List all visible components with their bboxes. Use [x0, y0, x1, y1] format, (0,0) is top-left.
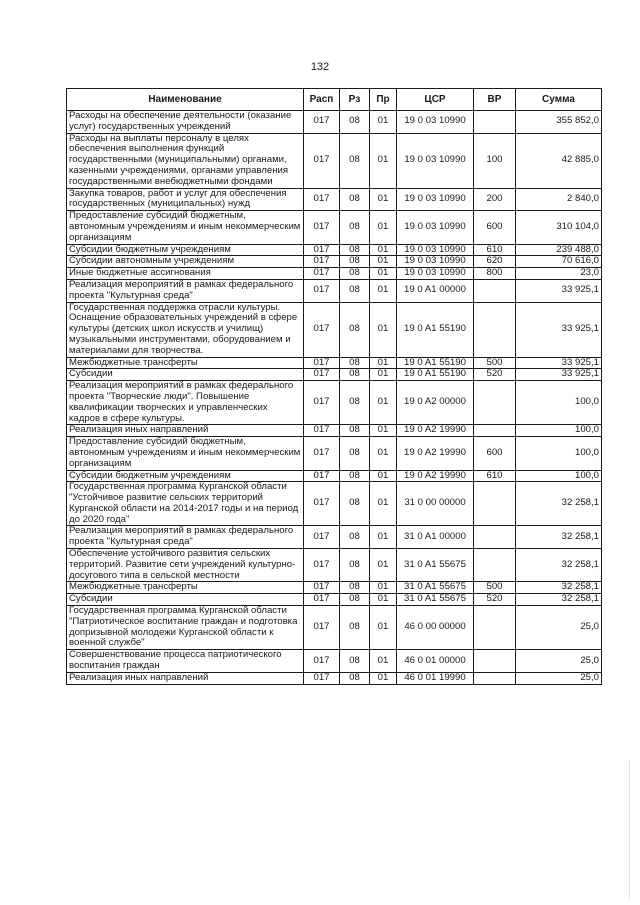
cell-rz: 08	[340, 606, 370, 650]
cell-name: Расходы на выплаты персоналу в целях обеспечения выполнения функций государственными (муниципальными) органами, казенными учреждениями, органами управления государственными внебюджетными фондами	[67, 133, 304, 188]
cell-vr	[474, 302, 516, 357]
cell-rasp: 017	[304, 582, 340, 594]
cell-vr	[474, 549, 516, 582]
cell-rz: 08	[340, 549, 370, 582]
cell-vr: 520	[474, 369, 516, 381]
cell-sum: 100,0	[516, 425, 602, 437]
cell-pr: 01	[370, 606, 397, 650]
cell-pr: 01	[370, 302, 397, 357]
cell-csr: 19 0 03 10990	[397, 111, 474, 134]
cell-pr: 01	[370, 268, 397, 280]
cell-sum: 100,0	[516, 381, 602, 425]
cell-name: Субсидии	[67, 369, 304, 381]
cell-rz: 08	[340, 369, 370, 381]
cell-name: Субсидии бюджетным учреждениям	[67, 244, 304, 256]
cell-rz: 08	[340, 188, 370, 211]
table-row	[67, 381, 602, 425]
header-name: Наименование	[67, 89, 304, 111]
cell-pr: 01	[370, 211, 397, 244]
table-row	[67, 188, 602, 211]
cell-csr: 19 0 03 10990	[397, 268, 474, 280]
cell-vr: 520	[474, 594, 516, 606]
cell-rasp: 017	[304, 650, 340, 673]
header-rz: Рз	[340, 89, 370, 111]
cell-csr: 19 0 A1 55190	[397, 357, 474, 369]
cell-rasp: 017	[304, 526, 340, 549]
cell-sum: 25,0	[516, 650, 602, 673]
table-row	[67, 279, 602, 302]
cell-sum: 33 925,1	[516, 357, 602, 369]
cell-rasp: 017	[304, 369, 340, 381]
cell-rasp: 017	[304, 188, 340, 211]
cell-sum: 70 616,0	[516, 256, 602, 268]
cell-rasp: 017	[304, 268, 340, 280]
cell-vr: 500	[474, 357, 516, 369]
cell-sum: 33 925,1	[516, 279, 602, 302]
table-row	[67, 470, 602, 482]
table-row	[67, 482, 602, 526]
cell-csr: 31 0 A1 55675	[397, 582, 474, 594]
cell-csr: 19 0 03 10990	[397, 256, 474, 268]
cell-rasp: 017	[304, 425, 340, 437]
table-row	[67, 369, 602, 381]
cell-csr: 31 0 A1 55675	[397, 594, 474, 606]
cell-name: Субсидии автономным учреждениям	[67, 256, 304, 268]
table-row	[67, 606, 602, 650]
cell-name: Иные бюджетные ассигнования	[67, 268, 304, 280]
cell-csr: 19 0 A2 00000	[397, 381, 474, 425]
cell-rasp: 017	[304, 211, 340, 244]
table-row	[67, 268, 602, 280]
scan-edge-mark	[629, 760, 632, 900]
cell-csr: 19 0 A1 55190	[397, 302, 474, 357]
cell-rz: 08	[340, 672, 370, 684]
cell-csr: 19 0 03 10990	[397, 133, 474, 188]
cell-vr	[474, 672, 516, 684]
cell-csr: 19 0 A2 19990	[397, 425, 474, 437]
cell-pr: 01	[370, 188, 397, 211]
cell-vr	[474, 425, 516, 437]
cell-sum: 239 488,0	[516, 244, 602, 256]
cell-name: Реализация иных направлений	[67, 425, 304, 437]
cell-name: Государственная программа Курганской области "Устойчивое развитие сельских территорий Курганской области на 2014-2017 годы и на период до 2020 года"	[67, 482, 304, 526]
header-rasp: Расп	[304, 89, 340, 111]
cell-sum: 32 258,1	[516, 482, 602, 526]
page-number: 132	[310, 61, 330, 73]
table-row	[67, 133, 602, 188]
header-vr: ВР	[474, 89, 516, 111]
table-row	[67, 672, 602, 684]
cell-csr: 31 0 00 00000	[397, 482, 474, 526]
cell-csr: 19 0 A1 00000	[397, 279, 474, 302]
table-row	[67, 549, 602, 582]
table-row	[67, 526, 602, 549]
cell-pr: 01	[370, 470, 397, 482]
cell-name: Реализация мероприятий в рамках федерального проекта "Творческие люди". Повышение квалификации творческих и управленческих кадров в сфере культуры.	[67, 381, 304, 425]
table-row	[67, 244, 602, 256]
cell-pr: 01	[370, 244, 397, 256]
cell-sum: 2 840,0	[516, 188, 602, 211]
cell-name: Расходы на обеспечение деятельности (оказание услуг) государственных учреждений	[67, 111, 304, 134]
cell-vr: 800	[474, 268, 516, 280]
cell-vr: 200	[474, 188, 516, 211]
cell-name: Предоставление субсидий бюджетным, автономным учреждениям и иным некоммерческим организациям	[67, 211, 304, 244]
header-csr: ЦСР	[397, 89, 474, 111]
cell-rasp: 017	[304, 606, 340, 650]
table-row	[67, 650, 602, 673]
cell-name: Реализация мероприятий в рамках федерального проекта "Культурная среда"	[67, 279, 304, 302]
cell-rz: 08	[340, 302, 370, 357]
cell-pr: 01	[370, 672, 397, 684]
cell-name: Субсидии	[67, 594, 304, 606]
cell-rz: 08	[340, 582, 370, 594]
table-row	[67, 594, 602, 606]
cell-csr: 46 0 00 00000	[397, 606, 474, 650]
cell-vr: 500	[474, 582, 516, 594]
cell-rasp: 017	[304, 357, 340, 369]
cell-name: Совершенствование процесса патриотического воспитания граждан	[67, 650, 304, 673]
table-row	[67, 582, 602, 594]
cell-rasp: 017	[304, 470, 340, 482]
cell-rasp: 017	[304, 133, 340, 188]
cell-pr: 01	[370, 437, 397, 470]
table-row	[67, 111, 602, 134]
cell-pr: 01	[370, 357, 397, 369]
header-sum: Сумма	[516, 89, 602, 111]
cell-name: Реализация иных направлений	[67, 672, 304, 684]
cell-rasp: 017	[304, 381, 340, 425]
header-row	[67, 89, 602, 111]
cell-pr: 01	[370, 369, 397, 381]
cell-rz: 08	[340, 425, 370, 437]
cell-sum: 32 258,1	[516, 582, 602, 594]
cell-rz: 08	[340, 133, 370, 188]
cell-sum: 33 925,1	[516, 302, 602, 357]
cell-rz: 08	[340, 256, 370, 268]
cell-vr: 620	[474, 256, 516, 268]
cell-csr: 19 0 03 10990	[397, 244, 474, 256]
cell-rasp: 017	[304, 256, 340, 268]
cell-sum: 25,0	[516, 606, 602, 650]
cell-rz: 08	[340, 526, 370, 549]
cell-pr: 01	[370, 549, 397, 582]
cell-name: Межбюджетные трансферты	[67, 582, 304, 594]
cell-csr: 19 0 A2 19990	[397, 437, 474, 470]
cell-name: Субсидии бюджетным учреждениям	[67, 470, 304, 482]
table-row	[67, 357, 602, 369]
cell-rasp: 017	[304, 437, 340, 470]
cell-rz: 08	[340, 211, 370, 244]
cell-vr	[474, 482, 516, 526]
cell-name: Предоставление субсидий бюджетным, автономным учреждениям и иным некоммерческим организациям	[67, 437, 304, 470]
cell-csr: 19 0 A2 19990	[397, 470, 474, 482]
cell-name: Государственная поддержка отрасли культуры. Оснащение образовательных учреждений в сфере культуры (детских школ искусств и училищ) музыкальными инструментами, оборудованием и материалами для творчества.	[67, 302, 304, 357]
cell-vr: 600	[474, 437, 516, 470]
cell-pr: 01	[370, 526, 397, 549]
cell-rz: 08	[340, 357, 370, 369]
table-row	[67, 425, 602, 437]
cell-sum: 32 258,1	[516, 594, 602, 606]
cell-rz: 08	[340, 650, 370, 673]
cell-rasp: 017	[304, 594, 340, 606]
cell-name: Закупка товаров, работ и услуг для обеспечения государственных (муниципальных) нужд	[67, 188, 304, 211]
cell-sum: 32 258,1	[516, 549, 602, 582]
cell-csr: 46 0 01 00000	[397, 650, 474, 673]
cell-csr: 19 0 03 10990	[397, 211, 474, 244]
cell-rz: 08	[340, 111, 370, 134]
cell-vr	[474, 279, 516, 302]
cell-sum: 32 258,1	[516, 526, 602, 549]
table-row	[67, 211, 602, 244]
budget-table	[66, 88, 602, 685]
cell-pr: 01	[370, 256, 397, 268]
cell-sum: 33 925,1	[516, 369, 602, 381]
cell-sum: 100,0	[516, 437, 602, 470]
cell-sum: 355 852,0	[516, 111, 602, 134]
cell-rz: 08	[340, 381, 370, 425]
cell-pr: 01	[370, 111, 397, 134]
cell-rz: 08	[340, 244, 370, 256]
cell-vr	[474, 650, 516, 673]
cell-csr: 19 0 03 10990	[397, 188, 474, 211]
cell-csr: 31 0 A1 55675	[397, 549, 474, 582]
cell-vr: 610	[474, 244, 516, 256]
cell-sum: 310 104,0	[516, 211, 602, 244]
cell-pr: 01	[370, 650, 397, 673]
cell-rz: 08	[340, 594, 370, 606]
cell-vr	[474, 111, 516, 134]
cell-rz: 08	[340, 437, 370, 470]
header-pr: Пр	[370, 89, 397, 111]
cell-rasp: 017	[304, 279, 340, 302]
cell-sum: 23,0	[516, 268, 602, 280]
cell-rasp: 017	[304, 672, 340, 684]
cell-vr: 600	[474, 211, 516, 244]
cell-pr: 01	[370, 594, 397, 606]
cell-vr: 100	[474, 133, 516, 188]
cell-rz: 08	[340, 470, 370, 482]
cell-name: Межбюджетные трансферты	[67, 357, 304, 369]
cell-rasp: 017	[304, 244, 340, 256]
cell-pr: 01	[370, 133, 397, 188]
cell-vr	[474, 606, 516, 650]
cell-csr: 31 0 A1 00000	[397, 526, 474, 549]
cell-pr: 01	[370, 482, 397, 526]
cell-rasp: 017	[304, 549, 340, 582]
cell-sum: 100,0	[516, 470, 602, 482]
cell-rasp: 017	[304, 482, 340, 526]
cell-vr	[474, 526, 516, 549]
cell-rasp: 017	[304, 111, 340, 134]
table-row	[67, 437, 602, 470]
cell-vr: 610	[474, 470, 516, 482]
cell-sum: 42 885,0	[516, 133, 602, 188]
cell-rz: 08	[340, 482, 370, 526]
cell-pr: 01	[370, 381, 397, 425]
cell-name: Обеспечение устойчивого развития сельских территорий. Развитие сети учреждений культурно-досугового типа в сельской местности	[67, 549, 304, 582]
table-row	[67, 302, 602, 357]
cell-pr: 01	[370, 425, 397, 437]
cell-vr	[474, 381, 516, 425]
cell-pr: 01	[370, 279, 397, 302]
table-row	[67, 256, 602, 268]
cell-csr: 19 0 A1 55190	[397, 369, 474, 381]
cell-rasp: 017	[304, 302, 340, 357]
cell-csr: 46 0 01 19990	[397, 672, 474, 684]
cell-sum: 25,0	[516, 672, 602, 684]
cell-rz: 08	[340, 279, 370, 302]
cell-name: Государственная программа Курганской области "Патриотическое воспитание граждан и подготовка допризывной молодежи Курганской области к военной службе"	[67, 606, 304, 650]
cell-name: Реализация мероприятий в рамках федерального проекта "Культурная среда"	[67, 526, 304, 549]
cell-rz: 08	[340, 268, 370, 280]
cell-pr: 01	[370, 582, 397, 594]
